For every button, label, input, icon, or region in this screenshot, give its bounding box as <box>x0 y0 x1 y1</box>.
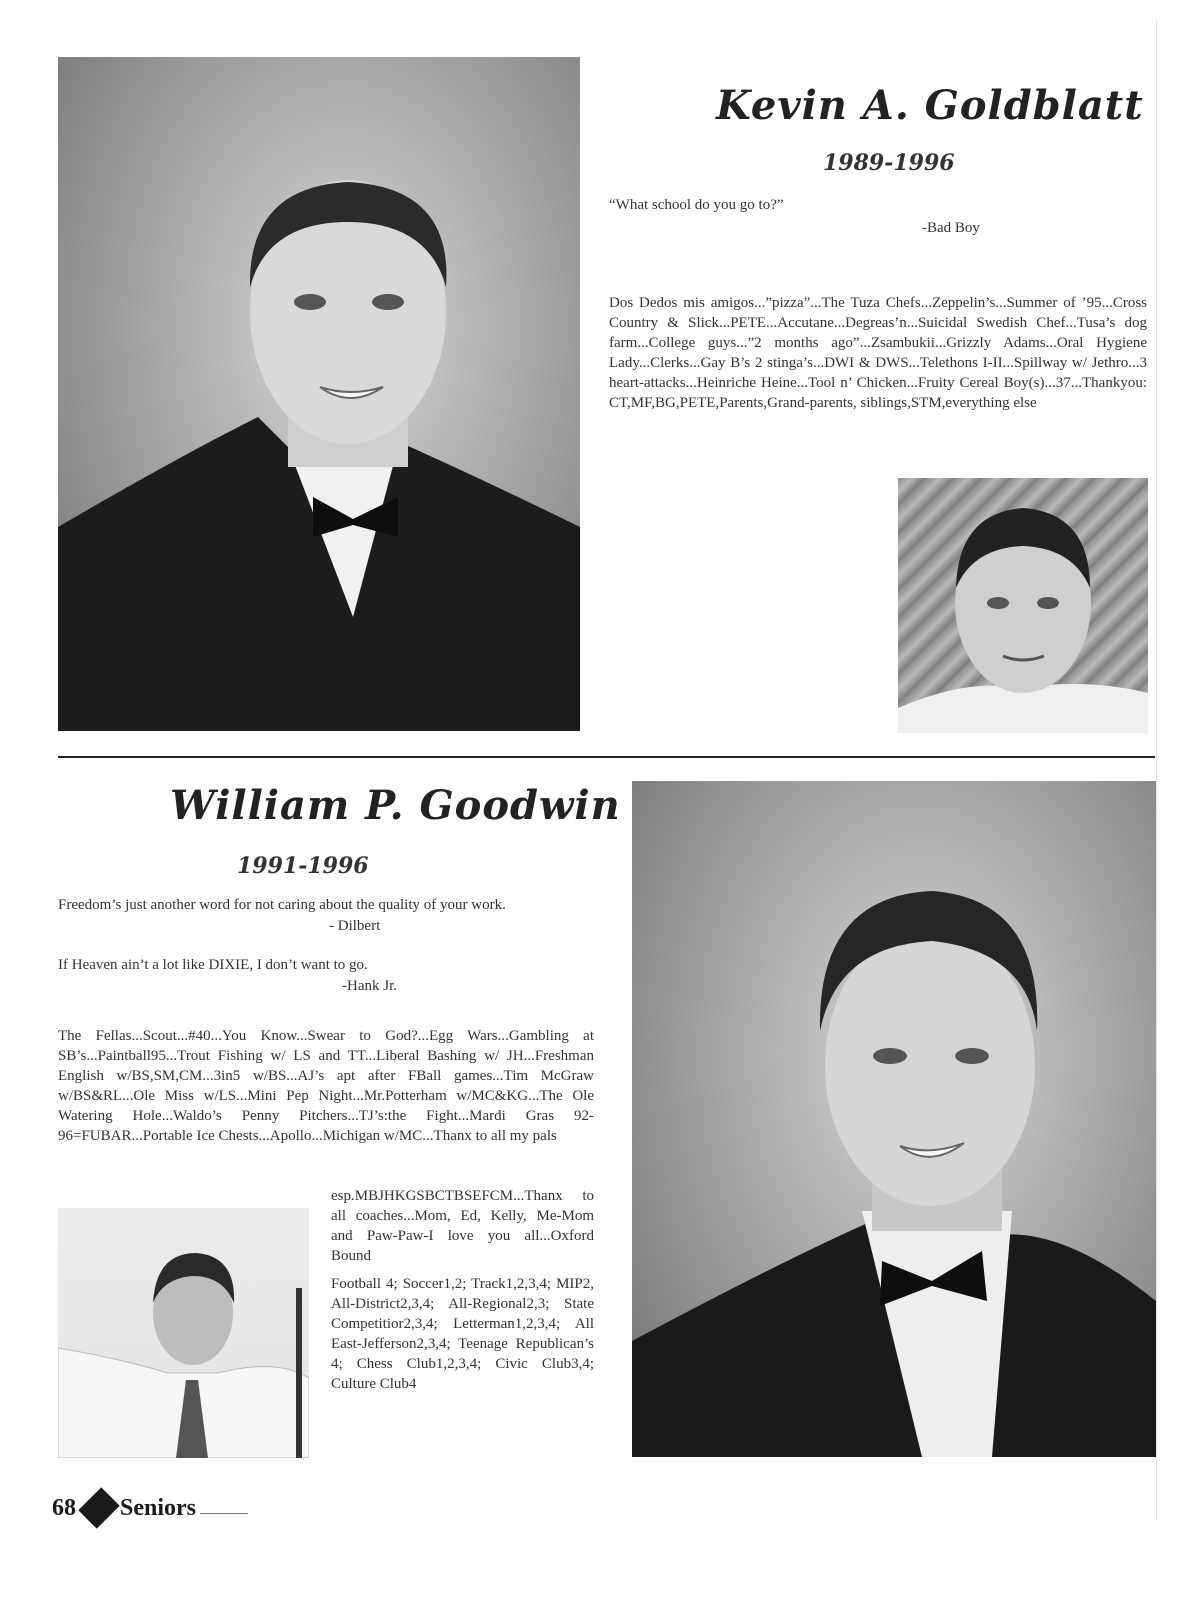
memories-kevin: Dos Dedos mis amigos...”pizza”...The Tuza Chefs...Zeppelin’s...Summer of ’95...Cross Country & Slick...PETE...Accutane...Degreas’n...Suicidal Swedish Chef...Tusa’s dog farm...College guys...”2 months ago”...Zsambukii...Grizzly Adams...Oral Hygiene Lady...Clerks...Gay B’s 2 stinga’s...DWI & DWS...Telethons I-II...Spillway w/ Jethro...3 heart-attacks...Heinriche Heine...Tool n’ Chicken...Fruity Cereal Boy(s)...37...Thankyou: CT,MF,BG,PETE,Parents,Grand-parents, siblings,STM,everything else <box>609 295 1147 411</box>
section-divider <box>58 756 1155 758</box>
quote-attribution-william-1: - Dilbert <box>329 918 381 934</box>
student-name-william: William P. Goodwin <box>170 782 621 829</box>
quote-kevin: “What school do you go to?” <box>609 197 784 213</box>
quote-william-1: Freedom’s just another word for not caring about the quality of your work. <box>58 897 506 913</box>
footer-rule <box>200 1513 248 1514</box>
quote-william-2: If Heaven ain’t a lot like DIXIE, I don’t want to go. <box>58 957 368 973</box>
candid-photo-kevin <box>898 478 1148 733</box>
memories-william-continued: esp.MBJHKGSBCTBSEFCM...Thanx to all coaches...Mom, Ed, Kelly, Me-Mom and Paw-Paw-I love you all...Oxford Bound <box>331 1188 594 1264</box>
memories-william: The Fellas...Scout...#40...You Know...Swear to God?...Egg Wars...Gambling at SB’s...Paintball95...Trout Fishing w/ LS and TT...Liberal Bashing w/ JH...Freshman English w/BS,SM,CM...3in5 w/BS...AJ’s apt after FBall games...Tim McGraw w/BS&RL...Ole Miss w/LS...Mini Pep Night...Mr.Potterham w/MC&KG...The Ole Watering Hole...Waldo’s Penny Pitchers...TJ’s:the Fight...Mardi Gras 92-96=FUBAR...Portable Ice Chests...Apollo...Michigan w/MC...Thanx to all my pals <box>58 1028 594 1144</box>
student-years-william: 1991-1996 <box>237 853 369 879</box>
page-edge-line <box>1156 20 1157 1520</box>
activities-william: Football 4; Soccer1,2; Track1,2,3,4; MIP2, All-District2,3,4; All-Regional2,3; State Competitior2,3,4; Letterman1,2,3,4; All East-Jefferson2,3,4; Teenage Republican’s 4; Chess Club1,2,3,4; Civic Club3,4; Culture Club4 <box>331 1276 594 1392</box>
page-footer <box>52 1488 248 1528</box>
section-label: Seniors <box>120 1494 197 1521</box>
portrait-photo-william <box>632 781 1156 1457</box>
diamond-icon <box>78 1487 119 1528</box>
student-years-kevin: 1989-1996 <box>823 150 955 176</box>
quote-attribution-william-2: -Hank Jr. <box>342 978 397 994</box>
candid-photo-william <box>58 1208 309 1458</box>
quote-attribution-kevin: -Bad Boy <box>922 220 980 236</box>
portrait-photo-kevin <box>58 57 580 731</box>
page-number: 68 <box>52 1494 76 1521</box>
student-name-kevin: Kevin A. Goldblatt <box>716 82 1144 129</box>
